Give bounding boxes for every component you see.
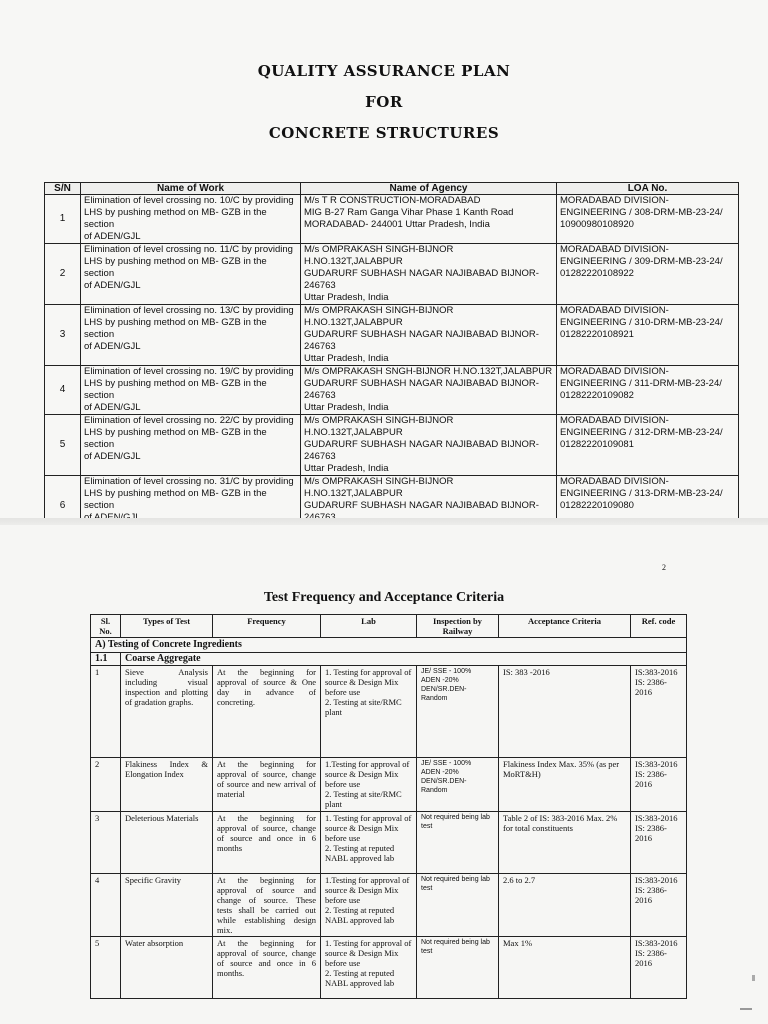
row-loa [557, 244, 739, 305]
loa-line: 01282220108922 [560, 268, 634, 279]
ref-line: IS:383-2016 [635, 667, 678, 677]
test-sl: 5 [91, 937, 121, 999]
agency-line: M/s OMPRAKASH SINGH-BIJNOR H.NO.132T,JALABPUR [304, 305, 454, 328]
scan-mark [740, 1008, 752, 1010]
test-row [91, 937, 687, 999]
loa-line: MORADABAD DIVISION- [560, 366, 669, 377]
lab-line: 2. Testing at site/RMC plant [325, 697, 402, 717]
work-line: of ADEN/GJL [84, 280, 141, 291]
lab-line: 1. Testing for approval of source & Design Mix before use [325, 813, 412, 843]
inspection-line: DEN/SR.DEN- Random [421, 686, 467, 702]
loa-line: MORADABAD DIVISION- [560, 244, 669, 255]
test-inspection [417, 812, 499, 874]
test-type: Deleterious Materials [121, 812, 213, 874]
agency-row [45, 366, 739, 415]
loa-line: MORADABAD DIVISION- [560, 195, 669, 206]
test-row [91, 874, 687, 937]
test-frequency: At the beginning for approval of source, change of source and new arrival of material [213, 758, 321, 812]
agency-row [45, 244, 739, 305]
test-sl: 1 [91, 666, 121, 758]
loa-line: ENGINEERING / 312-DRM-MB-23-24/ [560, 427, 723, 438]
ref-line: IS: 2386- [635, 948, 667, 958]
test-lab [321, 812, 417, 874]
header-ref-code: Ref. code [631, 615, 687, 638]
lab-line: 1.Testing for approval of source & Design Mix before use [325, 875, 410, 905]
agency-line: MORADABAD- 244001 Uttar Pradesh, India [304, 219, 490, 230]
row-agency [301, 244, 557, 305]
agency-line: MIG B-27 Ram Ganga Vihar Phase 1 Kanth Road [304, 207, 514, 218]
doc-title-line-2: FOR [365, 93, 403, 111]
agency-row [45, 415, 739, 476]
test-frequency: At the beginning for approval of source, change of source and once in 6 months [213, 812, 321, 874]
work-line: of ADEN/GJL [84, 341, 141, 352]
subsection-number: 1.1 [91, 653, 121, 666]
ref-line: IS: 2386- [635, 823, 667, 833]
row-loa [557, 415, 739, 476]
row-sn: 4 [45, 366, 81, 415]
row-sn: 1 [45, 195, 81, 244]
work-line: LHS by pushing method on MB- GZB in the section [84, 427, 267, 450]
header-sl-no: Sl. No. [91, 615, 121, 638]
test-acceptance: Table 2 of IS: 383-2016 Max. 2% for total constituents [499, 812, 631, 874]
row-agency [301, 415, 557, 476]
inspection-line: DEN/SR.DEN- Random [421, 778, 467, 794]
loa-line: 01282220109082 [560, 390, 634, 401]
test-sl: 4 [91, 874, 121, 937]
loa-line: ENGINEERING / 311-DRM-MB-23-24/ [560, 378, 722, 389]
ref-line: 2016 [635, 895, 652, 905]
test-acceptance: IS: 383 -2016 [499, 666, 631, 758]
subsection-title: Coarse Aggregate [121, 653, 687, 666]
lab-line: 1.Testing for approval of source & Design Mix before use [325, 759, 410, 789]
row-work [81, 415, 301, 476]
inspection-line: Not required being lab test [421, 876, 490, 892]
lab-line: 1. Testing for approval of source & Design Mix before use [325, 938, 412, 968]
lab-line: 2. Testing at reputed NABL approved lab [325, 905, 395, 925]
agency-row [45, 305, 739, 366]
work-line: LHS by pushing method on MB- GZB in the section [84, 488, 267, 511]
row-work [81, 244, 301, 305]
loa-line: MORADABAD DIVISION- [560, 476, 669, 487]
ref-line: IS:383-2016 [635, 875, 678, 885]
work-line: LHS by pushing method on MB- GZB in the section [84, 207, 267, 230]
subsection-row [91, 653, 687, 666]
test-ref [631, 758, 687, 812]
header-frequency: Frequency [213, 615, 321, 638]
header-name-of-work: Name of Work [81, 183, 301, 195]
test-acceptance: 2.6 to 2.7 [499, 874, 631, 937]
test-acceptance: Flakiness Index Max. 35% (as per MoRT&H) [499, 758, 631, 812]
ref-line: IS: 2386- [635, 677, 667, 687]
agency-line: Uttar Pradesh, India [304, 463, 389, 474]
test-table-header [91, 615, 687, 638]
row-loa [557, 305, 739, 366]
agency-line: M/s OMPRAKASH SINGH-BIJNOR H.NO.132T,JALABPUR [304, 244, 454, 267]
test-inspection [417, 758, 499, 812]
inspection-line: Not required being lab test [421, 814, 490, 830]
loa-line: ENGINEERING / 308-DRM-MB-23-24/ [560, 207, 723, 218]
ref-line: IS:383-2016 [635, 938, 678, 948]
row-agency [301, 305, 557, 366]
ref-line: IS: 2386- [635, 885, 667, 895]
test-type: Water absorption [121, 937, 213, 999]
test-ref [631, 812, 687, 874]
test-frequency: At the beginning for approval of source, change of source and once in 6 months. [213, 937, 321, 999]
ref-line: 2016 [635, 958, 652, 968]
test-type: Sieve Analysis including visual inspection and plotting of gradation graphs. [121, 666, 213, 758]
work-line: LHS by pushing method on MB- GZB in the section [84, 317, 267, 340]
lab-line: 1. Testing for approval of source & Design Mix before use [325, 667, 412, 697]
test-frequency: At the beginning for approval of source and change of source. These tests shall be carried out while establishing design mix. [213, 874, 321, 937]
loa-line: ENGINEERING / 310-DRM-MB-23-24/ [560, 317, 723, 328]
row-work [81, 195, 301, 244]
test-sl: 2 [91, 758, 121, 812]
ref-line: IS: 2386- [635, 769, 667, 779]
agency-line: Uttar Pradesh, India [304, 402, 389, 413]
agency-row [45, 195, 739, 244]
scan-mark-2 [752, 975, 755, 981]
agency-line: GUDARURF SUBHASH NAGAR NAJIBABAD BIJNOR- 246763 [304, 268, 539, 291]
work-line: Elimination of level crossing no. 10/C by providing [84, 195, 294, 206]
test-row [91, 758, 687, 812]
loa-line: 01282220109081 [560, 439, 634, 450]
agency-line: Uttar Pradesh, India [304, 292, 389, 303]
row-agency [301, 366, 557, 415]
work-line: Elimination of level crossing no. 22/C by providing [84, 415, 294, 426]
loa-line: 01282220108921 [560, 329, 634, 340]
doc-title-line-1: QUALITY ASSURANCE PLAN [257, 62, 511, 80]
header-sn: S/N [45, 183, 81, 195]
agency-table [44, 182, 739, 537]
test-lab [321, 758, 417, 812]
test-lab [321, 666, 417, 758]
agency-line: GUDARURF SUBHASH NAGAR NAJIBABAD BIJNOR- [304, 500, 539, 511]
work-line: LHS by pushing method on MB- GZB in the section [84, 256, 267, 279]
test-sl: 3 [91, 812, 121, 874]
loa-line: 10900980108920 [560, 219, 634, 230]
work-line: of ADEN/GJL [84, 402, 141, 413]
row-loa [557, 366, 739, 415]
work-line: of ADEN/GJL [84, 451, 141, 462]
agency-line: M/s T R CONSTRUCTION-MORADABAD [304, 195, 481, 206]
loa-line: MORADABAD DIVISION- [560, 415, 669, 426]
test-inspection [417, 666, 499, 758]
test-row [91, 812, 687, 874]
loa-line: ENGINEERING / 313-DRM-MB-23-24/ [560, 488, 723, 499]
header-types-of-test: Types of Test [121, 615, 213, 638]
ref-line: 2016 [635, 833, 652, 843]
header-inspection: Inspection by Railway [417, 615, 499, 638]
test-row [91, 666, 687, 758]
work-line: of ADEN/GJL [84, 231, 141, 242]
lab-line: 2. Testing at site/RMC plant [325, 789, 402, 809]
row-sn: 5 [45, 415, 81, 476]
loa-line: MORADABAD DIVISION- [560, 305, 669, 316]
agency-line: Uttar Pradesh, India [304, 353, 389, 364]
row-agency [301, 195, 557, 244]
test-ref [631, 937, 687, 999]
test-ref [631, 874, 687, 937]
section-title: A) Testing of Concrete Ingredients [91, 638, 687, 653]
inspection-line: ADEN -20% [421, 769, 459, 776]
agency-line: M/s OMPRAKASH SNGH-BIJNOR H.NO.132T,JALABPUR [304, 366, 553, 377]
test-frequency-title: Test Frequency and Acceptance Criteria [263, 590, 505, 605]
header-loa-no: LOA No. [557, 183, 739, 195]
ref-line: 2016 [635, 687, 652, 697]
ref-line: IS:383-2016 [635, 759, 678, 769]
test-frequency-table [90, 614, 687, 999]
loa-line: 01282220109080 [560, 500, 634, 511]
row-loa [557, 195, 739, 244]
header-lab: Lab [321, 615, 417, 638]
agency-line: GUDARURF SUBHASH NAGAR NAJIBABAD BIJNOR- 246763 [304, 378, 539, 401]
row-sn: 2 [45, 244, 81, 305]
row-work [81, 305, 301, 366]
row-sn: 3 [45, 305, 81, 366]
test-acceptance: Max 1% [499, 937, 631, 999]
section-row [91, 638, 687, 653]
work-line: Elimination of level crossing no. 19/C by providing [84, 366, 294, 377]
test-frequency: At the beginning for approval of source & One day in advance of concreting. [213, 666, 321, 758]
inspection-line: ADEN -20% [421, 677, 459, 684]
test-lab [321, 874, 417, 937]
agency-line: M/s OMPRAKASH SINGH-BIJNOR H.NO.132T,JALABPUR [304, 415, 454, 438]
loa-line: ENGINEERING / 309-DRM-MB-23-24/ [560, 256, 723, 267]
work-line: Elimination of level crossing no. 11/C by providing [84, 244, 293, 255]
inspection-line: JE/ SSE - 100% [421, 760, 472, 767]
agency-line: GUDARURF SUBHASH NAGAR NAJIBABAD BIJNOR- 246763 [304, 439, 539, 462]
page-number: 2 [662, 563, 666, 572]
row-sn: 6 [45, 476, 81, 537]
inspection-line: JE/ SSE - 100% [421, 668, 472, 675]
header-acceptance-criteria: Acceptance Criteria [499, 615, 631, 638]
agency-line: GUDARURF SUBHASH NAGAR NAJIBABAD BIJNOR- 246763 [304, 329, 539, 352]
ref-line: 2016 [635, 779, 652, 789]
header-name-of-agency: Name of Agency [301, 183, 557, 195]
inspection-line: Not required being lab test [421, 939, 490, 955]
doc-title-line-3: CONCRETE STRUCTURES [268, 124, 500, 142]
row-work [81, 366, 301, 415]
ref-line: IS:383-2016 [635, 813, 678, 823]
work-line: Elimination of level crossing no. 31/C by providing [84, 476, 294, 487]
work-line: Elimination of level crossing no. 13/C by providing [84, 305, 294, 316]
work-line: LHS by pushing method on MB- GZB in the section [84, 378, 267, 401]
lab-line: 2. Testing at reputed NABL approved lab [325, 968, 395, 988]
lab-line: 2. Testing at reputed NABL approved lab [325, 843, 395, 863]
test-inspection [417, 937, 499, 999]
test-lab [321, 937, 417, 999]
agency-line: M/s OMPRAKASH SINGH-BIJNOR H.NO.132T,JALABPUR [304, 476, 454, 499]
agency-table-header [45, 183, 739, 195]
test-type: Flakiness Index & Elongation Index [121, 758, 213, 812]
test-inspection [417, 874, 499, 937]
test-type: Specific Gravity [121, 874, 213, 937]
test-ref [631, 666, 687, 758]
